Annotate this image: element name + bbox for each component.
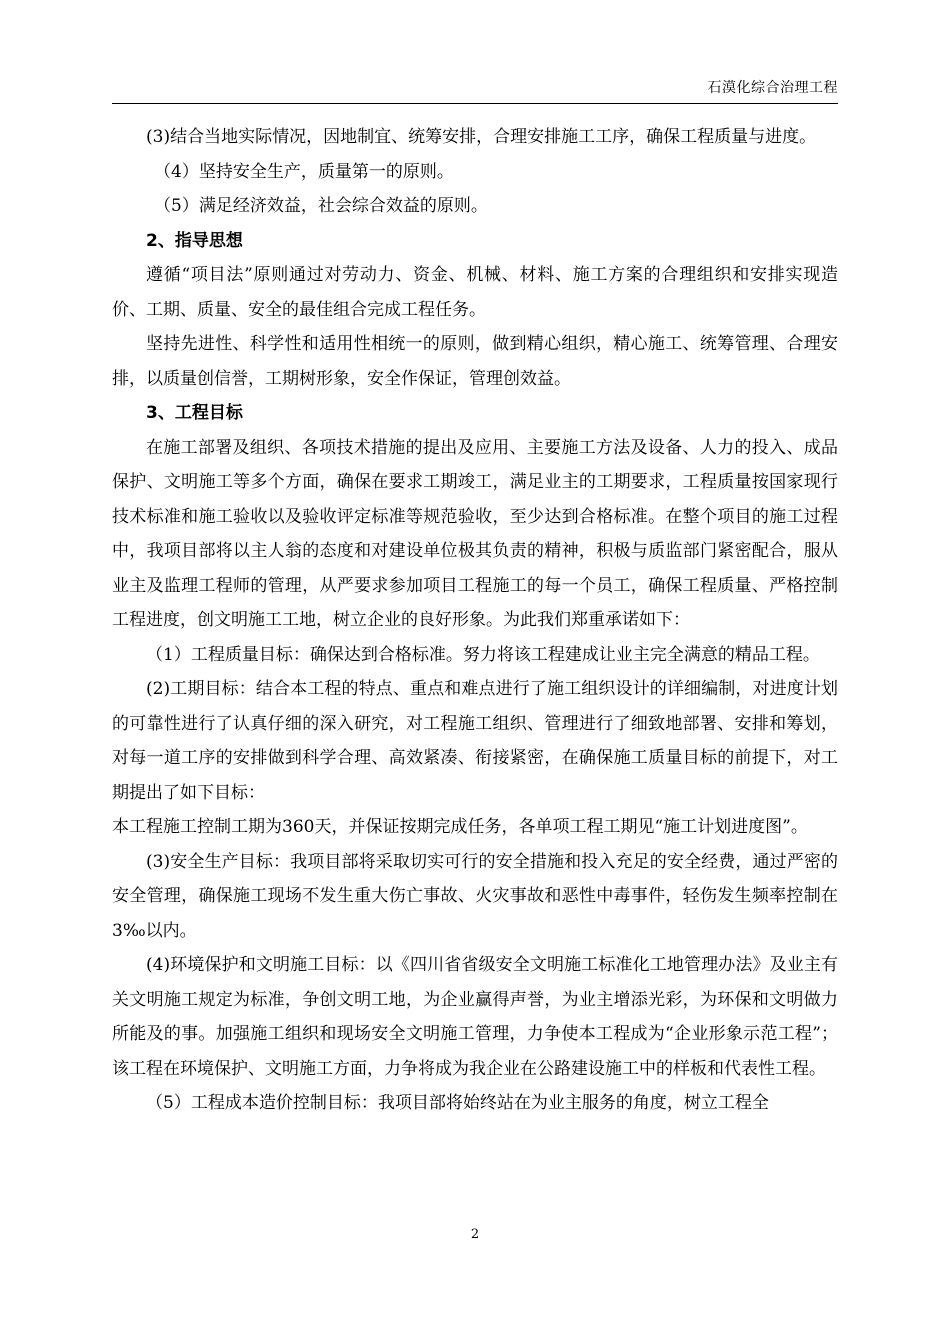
paragraph-principle-5: （5）满足经济效益，社会综合效益的原则。: [154, 196, 488, 216]
section-heading-guiding-ideology: 2、指导思想: [146, 230, 243, 251]
paragraph-guiding-2: 坚持先进性、科学性和适用性相统一的原则，做到精心组织，精心施工、统筹管理、合理安排，以质量创信誉，工期树形象，安全作保证，管理创效益。: [112, 334, 838, 389]
paragraph-principle-3: (3)结合当地实际情况，因地制宜、统筹安排，合理安排施工工序，确保工程质量与进度。: [146, 127, 817, 147]
paragraph-safety-goal: (3)安全生产目标：我项目部将采取切实可行的安全措施和投入充足的安全经费，通过严密的安全管理，确保施工现场不发生重大伤亡事故、火灾事故和恶性中毒事件，轻伤发生频率控制在3‰以内。: [112, 851, 838, 941]
paragraph-guiding-1: 遵循“项目法”原则通过对劳动力、资金、机械、材料、施工方案的合理组织和安排实现造价、工期、质量、安全的最佳组合完成工程任务。: [112, 265, 838, 320]
paragraph-principle-4: （4）坚持安全生产，质量第一的原则。: [154, 161, 454, 182]
header-rule: [112, 103, 838, 104]
paragraph-schedule-duration: 本工程施工控制工期为360天，并保证按期完成任务，各单项工程工期见“施工计划进度图”。: [112, 817, 808, 837]
page-number: 2: [470, 1227, 480, 1242]
paragraph-goals-intro: 在施工部署及组织、各项技术措施的提出及应用、主要施工方法及设备、人力的投入、成品保护、文明施工等多个方面，确保在要求工期竣工，满足业主的工期要求，工程质量按国家现行技术标准和施工验收以及验收评定标准等规范验收，至少达到合格标准。在整个项目的施工过程中，我项目部将以主人翁的态度和对建设单位极其负责的精神，积极与质监部门紧密配合，服从业主及监理工程师的管理，从严要求参加项目工程施工的每一个员工，确保工程质量、严格控制工程进度，创文明施工工地，树立企业的良好形象。为此我们郑重承诺如下：: [112, 437, 838, 630]
paragraph-cost-goal: （5）工程成本造价控制目标：我项目部将始终站在为业主服务的角度，树立工程全: [146, 1093, 769, 1113]
paragraph-environment-goal: (4)环境保护和文明施工目标：以《四川省省级安全文明施工标准化工地管理办法》及业主有关文明施工规定为标准，争创文明工地，为企业赢得声誉，为业主增添光彩，为环保和文明做力所能及的事。加强施工组织和现场安全文明施工管理，力争使本工程成为“企业形象示范工程”；该工程在环境保护、文明施工方面，力争将成为我企业在公路建设施工中的样板和代表性工程。: [112, 955, 838, 1079]
paragraph-schedule-goal: (2)工期目标：结合本工程的特点、重点和难点进行了施工组织设计的详细编制，对进度计划的可靠性进行了认真仔细的深入研究，对工程施工组织、管理进行了细致地部署、安排和筹划，对每一道工序的安排做到科学合理、高效紧凑、衔接紧密，在确保施工质量目标的前提下，对工期提出了如下目标：: [112, 679, 838, 803]
paragraph-quality-goal: （1）工程质量目标：确保达到合格标准。努力将该工程建成让业主完全满意的精品工程。: [146, 644, 820, 665]
running-header: 石漠化综合治理工程: [707, 80, 838, 96]
section-heading-project-goals: 3、工程目标: [146, 403, 243, 423]
document-body: [112, 120, 838, 1121]
